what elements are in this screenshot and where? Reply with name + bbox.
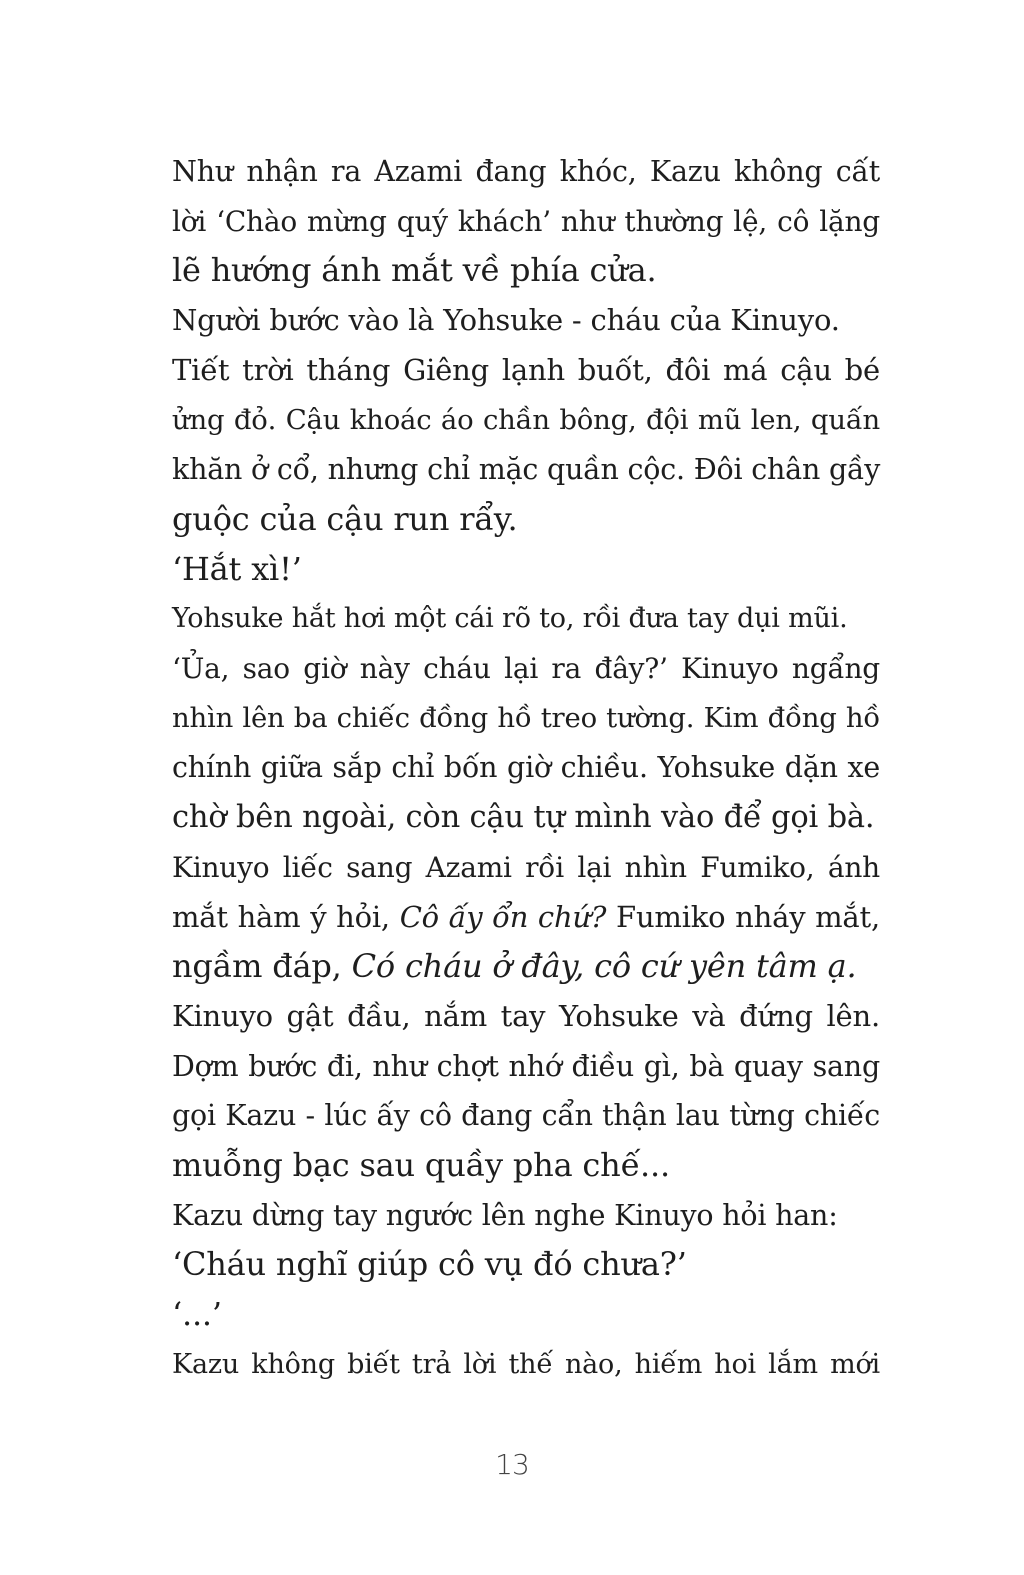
text-line: muỗng bạc sau quầy pha chế... bbox=[172, 1146, 670, 1185]
paragraph bbox=[140, 545, 880, 595]
paragraph bbox=[140, 1191, 880, 1241]
text-line: Kazu không biết trả lời thế nào, hiếm hoi lắm mới bbox=[172, 1348, 880, 1380]
text-line: chính giữa sắp chỉ bốn giờ chiều. Yohsuke dặn xe bbox=[172, 751, 880, 785]
body-text bbox=[140, 147, 880, 1390]
paragraph bbox=[140, 1290, 880, 1340]
paragraph bbox=[140, 594, 880, 644]
text-line: Kinuyo gật đầu, nắm tay Yohsuke và đứng lên. bbox=[172, 998, 880, 1033]
text-line: guộc của cậu run rẩy. bbox=[172, 499, 518, 538]
italic-text: Có cháu ở đây, cô cứ yên tâm ạ. bbox=[351, 947, 857, 986]
paragraph bbox=[140, 1240, 880, 1290]
paragraph bbox=[140, 992, 880, 1191]
text-segment: Fumiko nháy mắt, bbox=[606, 899, 880, 934]
text-line: khăn ở cổ, nhưng chỉ mặc quần cộc. Đôi chân gầy bbox=[172, 453, 881, 487]
paragraph bbox=[140, 843, 880, 992]
text-line: Người bước vào là Yohsuke - cháu của Kinuyo. bbox=[172, 303, 840, 338]
text-line: Kazu dừng tay ngước lên nghe Kinuyo hỏi han: bbox=[172, 1198, 838, 1232]
italic-text: Cô ấy ổn chứ? bbox=[399, 899, 607, 934]
text-line: ‘Cháu nghĩ giúp cô vụ đó chưa?’ bbox=[172, 1245, 687, 1284]
text-line: chờ bên ngoài, còn cậu tự mình vào để gọi bà. bbox=[172, 800, 875, 836]
text-line: lời ‘Chào mừng quý khách’ như thường lệ, cô lặng bbox=[172, 204, 880, 238]
text-line: gọi Kazu - lúc ấy cô đang cẩn thận lau từng chiếc bbox=[172, 1099, 880, 1133]
page-number: 13 bbox=[495, 1448, 529, 1481]
text-line: ‘Ủa, sao giờ này cháu lại ra đây?’ Kinuyo ngẩng bbox=[172, 652, 880, 686]
text-line: ‘...’ bbox=[172, 1295, 222, 1334]
text-line: nhìn lên ba chiếc đồng hồ treo tường. Kim đồng hồ bbox=[172, 701, 880, 734]
text-segment: ngầm đáp, bbox=[172, 947, 352, 986]
paragraph bbox=[140, 147, 880, 296]
text-line: Như nhận ra Azami đang khóc, Kazu không cất bbox=[172, 155, 880, 188]
text-segment: mắt hàm ý hỏi, bbox=[172, 899, 400, 934]
text-line bbox=[140, 942, 880, 992]
text-line: Yohsuke hắt hơi một cái rõ to, rồi đưa tay dụi mũi. bbox=[172, 603, 848, 635]
text-line: Kinuyo liếc sang Azami rồi lại nhìn Fumiko, ánh bbox=[172, 850, 880, 884]
text-line: ‘Hắt xì!’ bbox=[172, 549, 302, 588]
paragraph bbox=[140, 296, 880, 346]
text-line: Dợm bước đi, như chợt nhớ điều gì, bà quay sang bbox=[172, 1049, 880, 1083]
paragraph bbox=[140, 1340, 880, 1390]
text-line: Tiết trời tháng Giêng lạnh buốt, đôi má cậu bé bbox=[172, 352, 880, 387]
text-line: ửng đỏ. Cậu khoác áo chần bông, đội mũ len, quấn bbox=[172, 403, 880, 436]
text-line bbox=[140, 893, 880, 943]
paragraph bbox=[140, 644, 880, 843]
paragraph bbox=[140, 346, 880, 545]
text-line: lẽ hướng ánh mắt về phía cửa. bbox=[172, 251, 657, 290]
